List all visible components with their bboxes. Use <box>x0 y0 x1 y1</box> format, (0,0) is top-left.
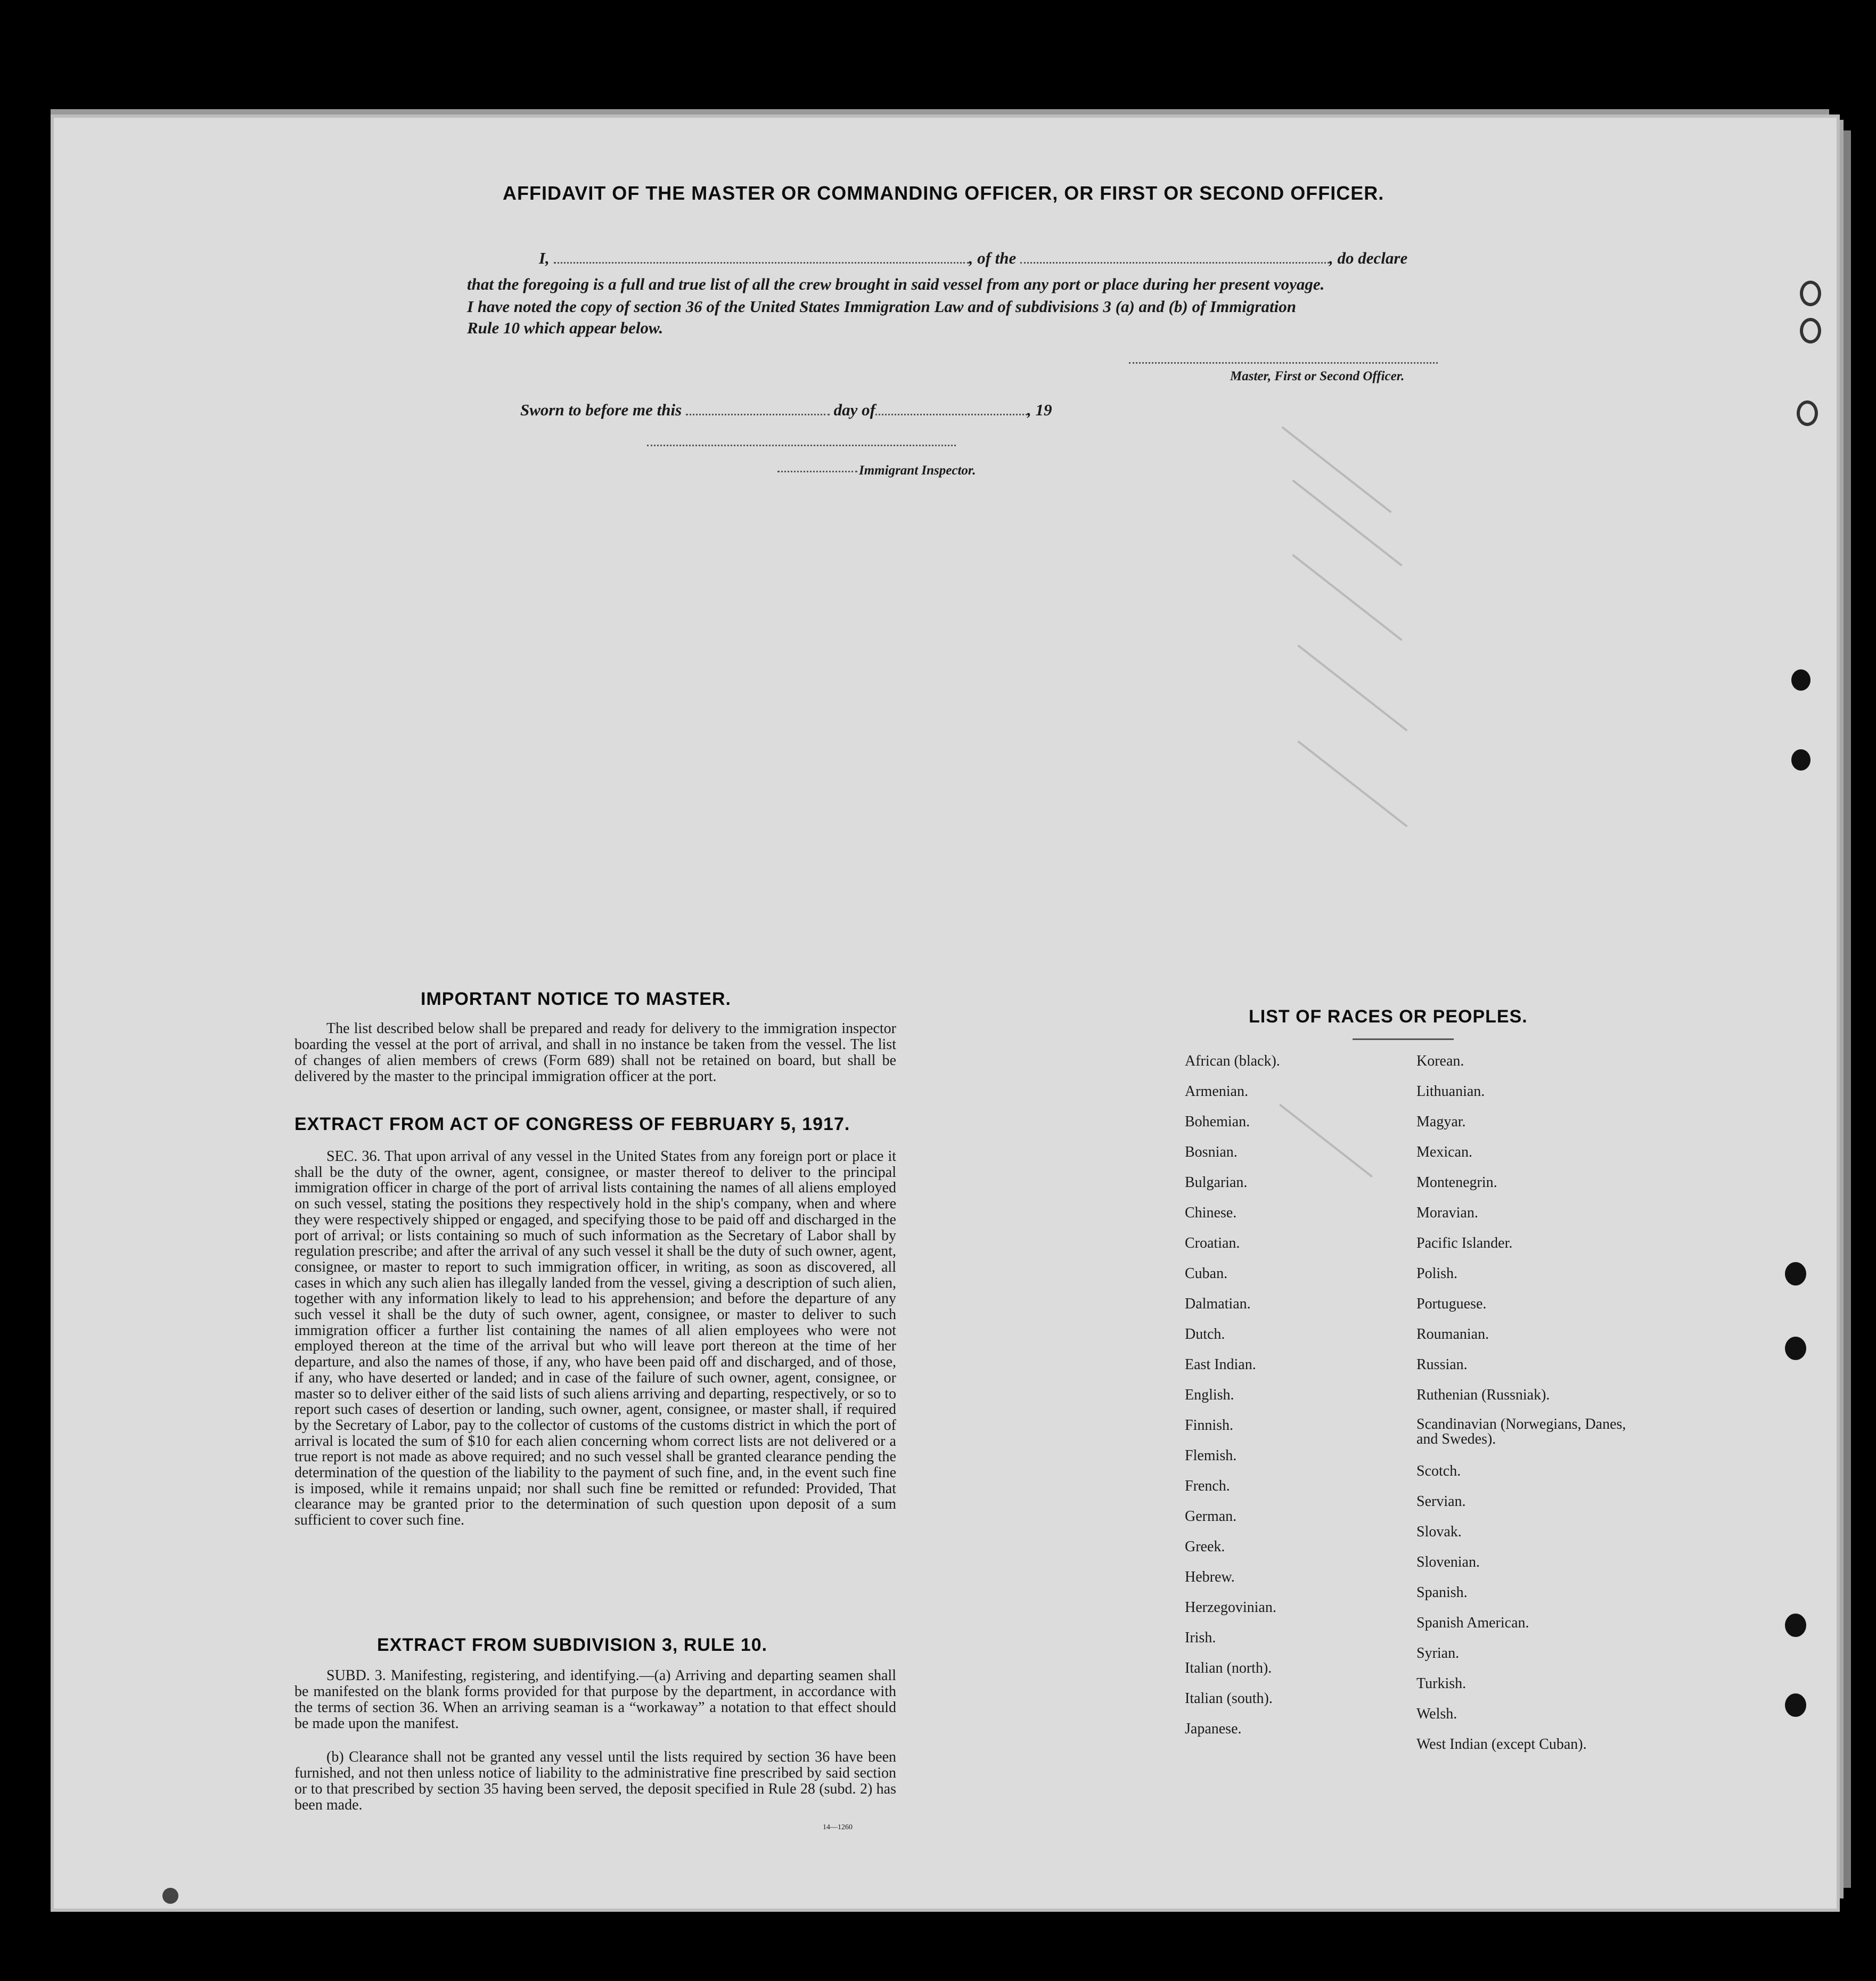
affidavit-text-line: I have noted the copy of section 36 of the United States Immigration Law and of subdivisions 3 (a) and (b) of Immigration <box>467 297 1296 316</box>
affidavit-text-line: that the foregoing is a full and true list of all the crew brought in said vessel from any port or place during her present voyage. <box>467 275 1325 293</box>
race-item: Bulgarian. <box>1185 1174 1248 1191</box>
inspector-signature-field[interactable] <box>647 445 956 446</box>
race-item: Scandinavian (Norwegians, Danes, and Swedes). <box>1416 1416 1626 1447</box>
year-label: , 19 <box>1027 400 1052 419</box>
race-item: Slovak. <box>1416 1524 1462 1540</box>
master-signature-label: Master, First or Second Officer. <box>1230 369 1405 383</box>
race-item: Hebrew. <box>1185 1569 1235 1585</box>
race-item: Scotch. <box>1416 1463 1461 1479</box>
races-title: LIST OF RACES OR PEOPLES. <box>1249 1006 1528 1027</box>
race-item: Syrian. <box>1416 1645 1460 1661</box>
notice-body: The list described below shall be prepared and ready for delivery to the immigration inspector boarding the vessel at the port of arrival, and shall in no instance be taken from the vessel. The list of changes of alien members of crews (Form 689) shall not be retained on board, but shall be delivered by the master to the principal immigration officer at the port. <box>294 1020 896 1085</box>
race-item: Roumanian. <box>1416 1326 1489 1343</box>
race-item: Russian. <box>1416 1356 1468 1373</box>
punch-hole <box>162 1888 178 1904</box>
day-of-label: day of <box>833 400 875 419</box>
race-item: Moravian. <box>1416 1205 1478 1221</box>
act-extract-body: SEC. 36. That upon arrival of any vessel in the United States from any foreign port or place it shall be the duty of the owner, agent, consignee, or master thereof to deliver to the principal immigration officer in charge of the port of arrival lists containing the names of all aliens employed on such vessel, stating the positions they respectively hold in the ship's company, when and where they were respectively shipped or engaged, and specifying those to be paid off and discharged in the port of arrival; or lists containing so much of such information as the Secretary of Labor shall by regulation prescribe; and after the arrival of any such vessel it shall be the duty of such owner, agent, consignee, or master to report to such immigration officer, in writing, as soon as discovered, all cases in which any such alien has illegally landed from the vessel, giving a description of such alien, together with any information likely to lead to his apprehension; and before the departure of any such vessel it shall be the duty of such owner, agent, consignee, or master to deliver to such immigration officer a further list containing the names of all alien employees who were not employed thereon at the time of the arrival but who will leave port thereon at the time of her departure, and also the names of those, if any, who have been paid off and discharged, and of those, if any, who have deserted or landed; and in case of the failure of such owner, agent, consignee, or master so to deliver either of the said lists of such aliens arriving and departing, respectively, or so to report such cases of desertion or landing, such owner, agent, consignee, or master shall, if required by the Secretary of Labor, pay to the collector of customs of the customs district in which the port of arrival is located the sum of $10 for each alien concerning whom correct lists are not delivered or a true report is not made as above required; and no such vessel shall be granted clearance pending the determination of the question of the liability to the payment of such fine, and, in the event such fine is imposed, while it remains unpaid; nor shall such fine be remitted or refunded: Provided, That clearance may be granted prior to the determination of such question upon deposit of a sum sufficient to cover such fine. <box>294 1148 896 1529</box>
race-item: Japanese. <box>1185 1721 1242 1737</box>
race-item: Portuguese. <box>1416 1296 1487 1312</box>
title-underline <box>1353 1038 1454 1040</box>
sworn-label: Sworn to before me this <box>520 400 682 419</box>
races-left-column <box>1185 1053 1280 1751</box>
race-item: Croatian. <box>1185 1235 1240 1251</box>
affidavit-i-label: I, <box>539 249 550 267</box>
race-item: Italian (north). <box>1185 1660 1272 1676</box>
race-item: Spanish. <box>1416 1584 1468 1601</box>
sheet-edge <box>1844 130 1851 1888</box>
race-item: Dutch. <box>1185 1326 1225 1343</box>
officer-name-field[interactable] <box>554 262 969 264</box>
punch-hole <box>1785 1614 1806 1637</box>
punch-hole <box>1791 749 1811 771</box>
punch-hole <box>1785 1262 1806 1286</box>
act-extract-title: EXTRACT FROM ACT OF CONGRESS OF FEBRUARY 5, 1917. <box>294 1114 850 1134</box>
race-item: Italian (south). <box>1185 1690 1273 1707</box>
race-item: Korean. <box>1416 1053 1464 1069</box>
race-item: Mexican. <box>1416 1144 1472 1160</box>
race-item: Magyar. <box>1416 1114 1466 1130</box>
race-item: West Indian (except Cuban). <box>1416 1736 1587 1753</box>
race-item: Lithuanian. <box>1416 1083 1485 1100</box>
affidavit-declare-label: , do declare <box>1329 249 1408 267</box>
race-item: African (black). <box>1185 1053 1280 1069</box>
races-right-column <box>1416 1053 1640 1766</box>
race-item: Servian. <box>1416 1493 1466 1510</box>
race-item: Dalmatian. <box>1185 1296 1251 1312</box>
sworn-month-field[interactable] <box>875 414 1027 415</box>
race-item: Bohemian. <box>1185 1114 1250 1130</box>
race-item: Irish. <box>1185 1630 1216 1646</box>
race-item: East Indian. <box>1185 1356 1256 1373</box>
affidavit-of-the-label: , of the <box>969 249 1017 267</box>
punch-hole <box>1785 1337 1806 1360</box>
race-item: Montenegrin. <box>1416 1174 1497 1191</box>
punch-hole <box>1797 400 1818 426</box>
race-item: Pacific Islander. <box>1416 1235 1513 1251</box>
race-item: Welsh. <box>1416 1706 1457 1722</box>
sworn-line <box>520 400 1052 420</box>
race-item: Chinese. <box>1185 1205 1237 1221</box>
race-item: Spanish American. <box>1416 1615 1529 1631</box>
race-item: English. <box>1185 1387 1234 1403</box>
master-signature-field[interactable] <box>1129 362 1438 364</box>
race-item: Turkish. <box>1416 1675 1467 1692</box>
inspector-signature-field[interactable] <box>777 471 857 472</box>
race-item: French. <box>1185 1478 1230 1494</box>
race-item: Polish. <box>1416 1265 1458 1282</box>
race-item: Bosnian. <box>1185 1144 1238 1160</box>
race-item: Flemish. <box>1185 1447 1237 1464</box>
affidavit-declaration-line <box>539 249 1407 268</box>
notice-title: IMPORTANT NOTICE TO MASTER. <box>421 989 731 1009</box>
punch-hole <box>1800 318 1821 343</box>
race-item: Ruthenian (Russniak). <box>1416 1387 1550 1403</box>
punch-hole <box>1791 669 1811 691</box>
affidavit-title: AFFIDAVIT OF THE MASTER OR COMMANDING OFFICER, OR FIRST OR SECOND OFFICER. <box>503 182 1385 204</box>
race-item: German. <box>1185 1508 1237 1525</box>
race-item: Greek. <box>1185 1538 1225 1555</box>
race-item: Armenian. <box>1185 1083 1248 1100</box>
affidavit-text-line: Rule 10 which appear below. <box>467 318 663 337</box>
rule-extract-para-b: (b) Clearance shall not be granted any vessel until the lists required by section 36 have been furnished, and not then unless notice of liability to the administrative fine prescribed by said section or to that prescribed by section 35 having been served, the deposit specified in Rule 28 (subd. 2) has been made. <box>294 1749 896 1813</box>
punch-hole <box>1785 1693 1806 1717</box>
punch-hole <box>1800 281 1821 306</box>
sworn-day-field[interactable] <box>686 414 830 415</box>
form-number: 14—1260 <box>823 1823 853 1831</box>
race-item: Slovenian. <box>1416 1554 1480 1570</box>
race-item: Herzegovinian. <box>1185 1599 1276 1616</box>
inspector-label: Immigrant Inspector. <box>859 463 976 478</box>
race-item: Cuban. <box>1185 1265 1228 1282</box>
rule-extract-title: EXTRACT FROM SUBDIVISION 3, RULE 10. <box>377 1635 768 1655</box>
vessel-name-field[interactable] <box>1020 262 1329 264</box>
rule-extract-para-a: SUBD. 3. Manifesting, registering, and identifying.—(a) Arriving and departing seamen shall be manifested on the blank forms provided for that purpose by the department, in accordance with the terms of section 36. When an arriving seaman is a “workaway” a notation to that effect should be made upon the manifest. <box>294 1667 896 1732</box>
race-item: Finnish. <box>1185 1417 1234 1434</box>
